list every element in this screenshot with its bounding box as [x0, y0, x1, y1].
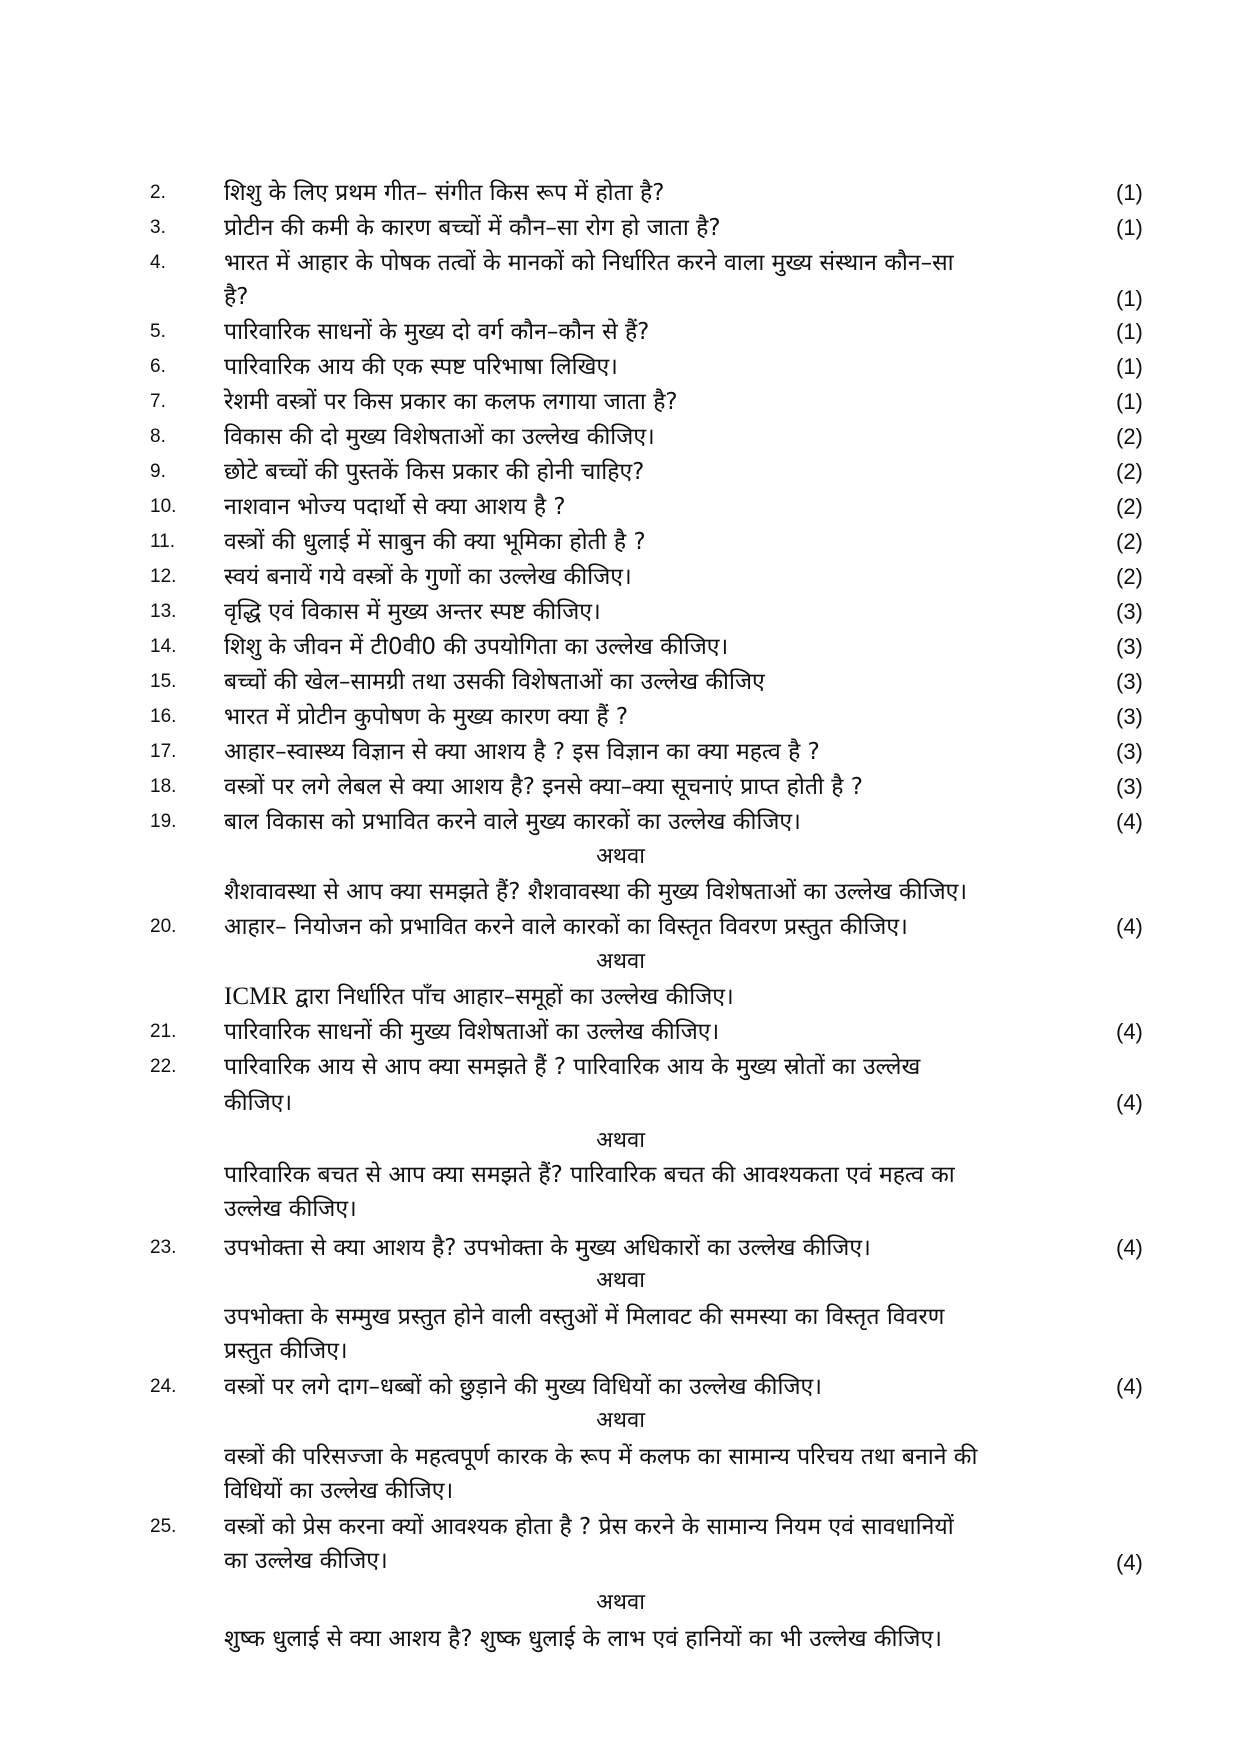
- alternative-question-text: द्वारा निर्धारित पाँच आहार–समूहों का उल्लेख कीजिए।: [287, 984, 734, 1010]
- question-number: 21.: [150, 1021, 177, 1042]
- question-marks: (2): [1116, 424, 1143, 449]
- question-marks: (1): [1116, 389, 1143, 414]
- question-number: 14.: [150, 636, 177, 657]
- question-text: बाल विकास को प्रभावित करने वाले मुख्य कारकों का उल्लेख कीजिए।: [224, 809, 801, 835]
- question-text: वृद्धि एवं विकास में मुख्य अन्तर स्पष्ट कीजिए।: [224, 599, 601, 625]
- question-text: है?: [224, 284, 249, 310]
- question-text: शिशु के जीवन में टी0वी0 की उपयोगिता का उल्लेख कीजिए।: [224, 634, 729, 660]
- question-number: 19.: [150, 811, 177, 832]
- question-number: 18.: [150, 776, 177, 797]
- question-number: 23.: [150, 1237, 177, 1258]
- question-marks: (2): [1116, 459, 1143, 484]
- question-marks: (1): [1116, 319, 1143, 344]
- question-number: 13.: [150, 601, 177, 622]
- question-text: वस्त्रों पर लगे दाग–धब्बों को छुड़ाने की मुख्य विधियों का उल्लेख कीजिए।: [224, 1374, 822, 1400]
- question-text: प्रोटीन की कमी के कारण बच्चों में कौन–सा रोग हो जाता है?: [224, 215, 721, 241]
- or-label: अथवा: [596, 1268, 645, 1293]
- question-text: भारत में आहार के पोषक तत्वों के मानकों को निर्धारित करने वाला मुख्य संस्थान कौन–सा: [224, 250, 954, 276]
- question-number: 10.: [150, 496, 177, 517]
- question-marks: (3): [1116, 704, 1143, 729]
- question-marks: (3): [1116, 634, 1143, 659]
- question-number: 6.: [150, 356, 166, 377]
- question-number: 2.: [150, 182, 166, 203]
- question-number: 9.: [150, 461, 166, 482]
- question-text: शिशु के लिए प्रथम गीत– संगीत किस रूप में होता है?: [224, 180, 665, 206]
- question-text: पारिवारिक आय से आप क्या समझते हैं ? पारिवारिक आय के मुख्य स्रोतों का उल्लेख: [224, 1054, 921, 1080]
- or-label: अथवा: [596, 1128, 645, 1153]
- question-marks: (3): [1116, 669, 1143, 694]
- question-number: 17.: [150, 741, 177, 762]
- question-number: 15.: [150, 671, 177, 692]
- question-marks: (4): [1116, 1374, 1143, 1399]
- question-text: का उल्लेख कीजिए।: [224, 1548, 388, 1574]
- question-marks: (1): [1116, 354, 1143, 379]
- question-marks: (2): [1116, 494, 1143, 519]
- alternative-question: प्रस्तुत कीजिए।: [224, 1338, 348, 1364]
- question-text: वस्त्रों पर लगे लेबल से क्या आशय है? इनसे क्या–क्या सूचनाएं प्राप्त होती है ?: [224, 774, 863, 800]
- question-number: 25.: [150, 1516, 177, 1537]
- question-text: नाशवान भोज्य पदार्थो से क्या आशय है ?: [224, 494, 566, 520]
- question-text: आहार–स्वास्थ्य विज्ञान से क्या आशय है ? इस विज्ञान का क्या महत्व है ?: [224, 739, 820, 765]
- alternative-question: पारिवारिक बचत से आप क्या समझते हैं? पारिवारिक बचत की आवश्यकता एवं महत्व का: [224, 1162, 955, 1188]
- icmr-abbreviation: ICMR: [224, 983, 288, 1010]
- question-text: पारिवारिक साधनों की मुख्य विशेषताओं का उल्लेख कीजिए।: [224, 1019, 720, 1045]
- question-marks: (1): [1116, 180, 1143, 205]
- alternative-question: शुष्क धुलाई से क्या आशय है? शुष्क धुलाई के लाभ एवं हानियों का भी उल्लेख कीजिए।: [224, 1626, 942, 1652]
- question-text: स्वयं बनायें गये वस्त्रों के गुणों का उल्लेख कीजिए।: [224, 564, 632, 590]
- alternative-question: शैशवावस्था से आप क्या समझते हैं? शैशवावस्था की मुख्य विशेषताओं का उल्लेख कीजिए।: [224, 879, 968, 905]
- question-marks: (4): [1116, 1550, 1143, 1575]
- question-marks: (4): [1116, 914, 1143, 939]
- question-number: 20.: [150, 916, 177, 937]
- or-label: अथवा: [596, 1590, 645, 1615]
- or-label: अथवा: [596, 844, 645, 869]
- question-text: पारिवारिक आय की एक स्पष्ट परिभाषा लिखिए।: [224, 354, 618, 380]
- question-number: 4.: [150, 252, 166, 273]
- question-text: वस्त्रों की धुलाई में साबुन की क्या भूमिका होती है ?: [224, 529, 646, 555]
- question-number: 7.: [150, 391, 166, 412]
- question-marks: (4): [1116, 1090, 1143, 1115]
- question-text: बच्चों की खेल–सामग्री तथा उसकी विशेषताओं का उल्लेख कीजिए: [224, 669, 765, 695]
- question-text: पारिवारिक साधनों के मुख्य दो वर्ग कौन–कौन से हैं?: [224, 319, 650, 345]
- question-marks: (2): [1116, 564, 1143, 589]
- question-text: छोटे बच्चों की पुस्तकें किस प्रकार की होनी चाहिए?: [224, 459, 645, 485]
- question-marks: (4): [1116, 1235, 1143, 1260]
- alternative-question: उपभोक्ता के सम्मुख प्रस्तुत होने वाली वस्तुओं में मिलावट की समस्या का विस्तृत विवरण: [224, 1304, 945, 1330]
- alternative-question: वस्त्रों की परिसज्जा के महत्वपूर्ण कारक के रूप में कलफ का सामान्य परिचय तथा बनाने की: [224, 1444, 978, 1470]
- question-text: वस्त्रों को प्रेस करना क्यों आवश्यक होता है ? प्रेस करने के सामान्य नियम एवं सावधानियों: [224, 1514, 954, 1540]
- question-number: 8.: [150, 426, 166, 447]
- or-label: अथवा: [596, 949, 645, 974]
- question-text: कीजिए।: [224, 1090, 293, 1116]
- question-text: भारत में प्रोटीन कुपोषण के मुख्य कारण क्या हैं ?: [224, 704, 629, 730]
- or-label: अथवा: [596, 1408, 645, 1433]
- alternative-question: [224, 980, 734, 1014]
- alternative-question: उल्लेख कीजिए।: [224, 1196, 357, 1222]
- question-marks: (3): [1116, 599, 1143, 624]
- question-number: 22.: [150, 1056, 177, 1077]
- question-number: 16.: [150, 706, 177, 727]
- question-marks: (1): [1116, 286, 1143, 311]
- question-marks: (4): [1116, 809, 1143, 834]
- question-number: 11.: [150, 531, 176, 552]
- question-marks: (3): [1116, 739, 1143, 764]
- question-marks: (4): [1116, 1019, 1143, 1044]
- question-text: आहार– नियोजन को प्रभावित करने वाले कारकों का विस्तृत विवरण प्रस्तुत कीजिए।: [224, 914, 908, 940]
- question-number: 12.: [150, 566, 177, 587]
- alternative-question: विधियों का उल्लेख कीजिए।: [224, 1478, 454, 1504]
- question-marks: (3): [1116, 774, 1143, 799]
- question-text: विकास की दो मुख्य विशेषताओं का उल्लेख कीजिए।: [224, 424, 655, 450]
- question-marks: (1): [1116, 215, 1143, 240]
- question-marks: (2): [1116, 529, 1143, 554]
- question-number: 5.: [150, 321, 166, 342]
- question-number: 3.: [150, 217, 166, 238]
- question-text: रेशमी वस्त्रों पर किस प्रकार का कलफ लगाया जाता है?: [224, 389, 678, 415]
- question-text: उपभोक्ता से क्या आशय है? उपभोक्ता के मुख्य अधिकारों का उल्लेख कीजिए।: [224, 1235, 871, 1261]
- question-number: 24.: [150, 1376, 177, 1397]
